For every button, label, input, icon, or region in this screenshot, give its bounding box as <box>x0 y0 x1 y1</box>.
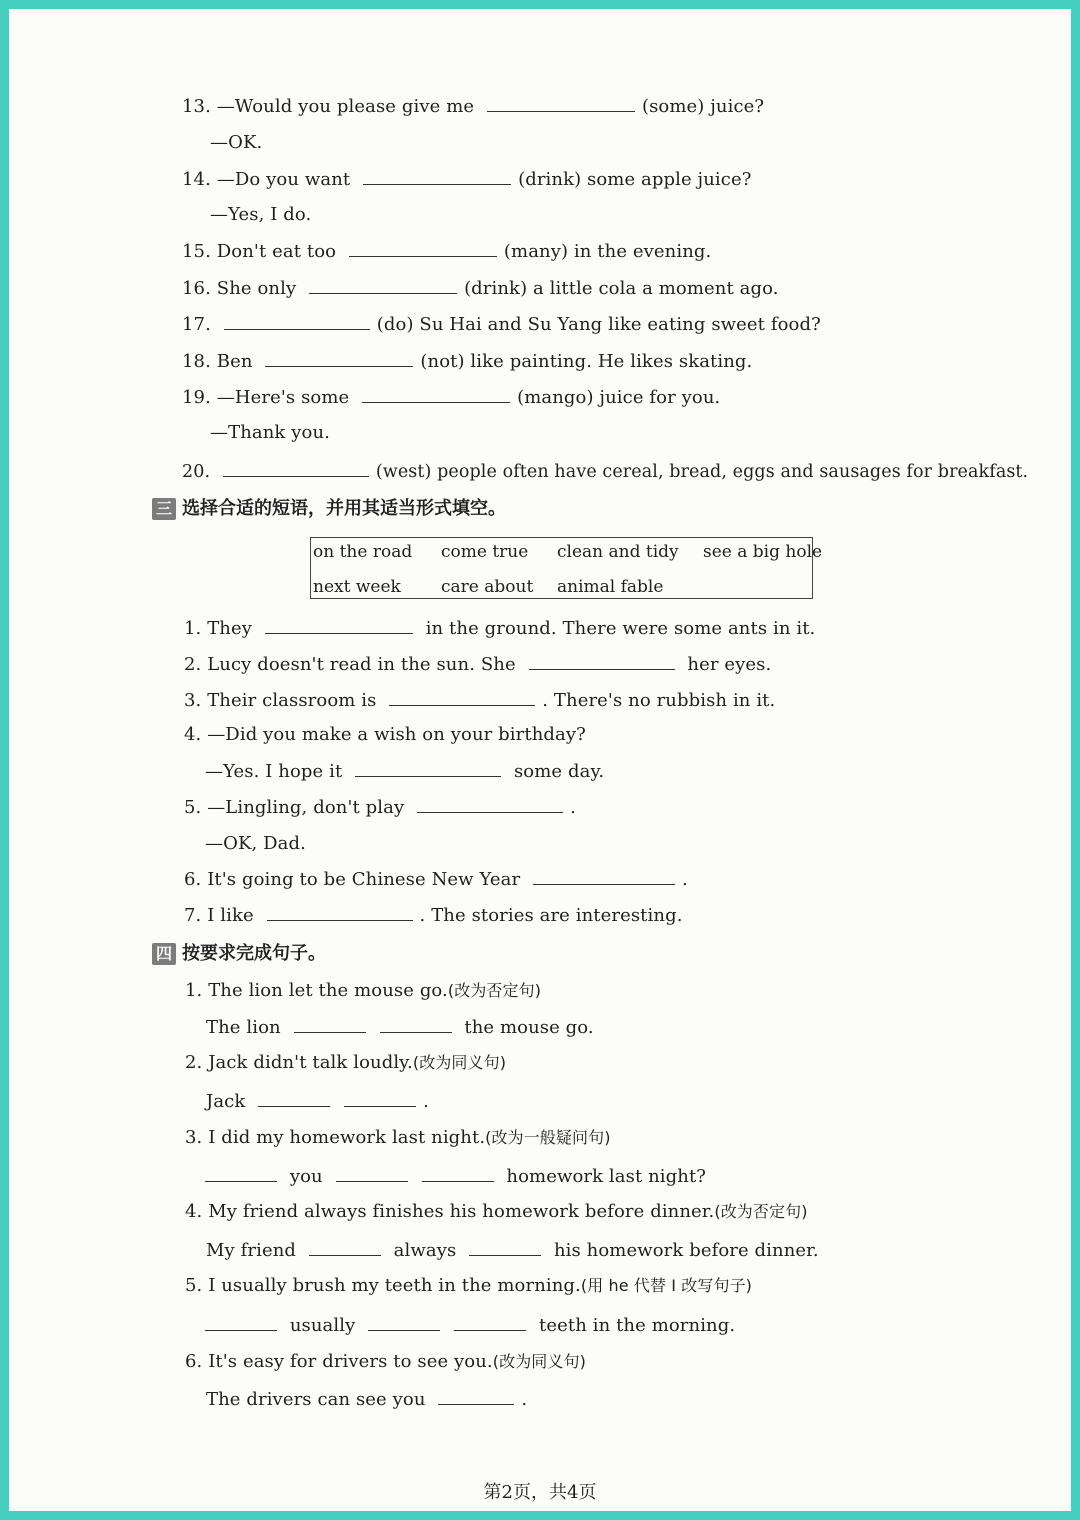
question-text: her eyes. <box>687 654 772 675</box>
p4-question-6-answer <box>206 1387 527 1412</box>
instruction-note: (改为同义句) <box>492 1352 586 1371</box>
answer-text: Jack <box>206 1091 246 1112</box>
answer-blank[interactable] <box>258 1089 330 1107</box>
question-number: 13. <box>182 96 211 117</box>
answer-text: his homework before dinner. <box>553 1240 819 1261</box>
section-4-heading <box>152 942 326 966</box>
section-title: 按要求完成句子。 <box>182 943 326 964</box>
question-number: 16. <box>182 278 211 299</box>
phrase-option: see a big hole <box>703 542 823 562</box>
answer-blank[interactable] <box>487 94 635 112</box>
question-text: Their classroom is <box>207 690 377 711</box>
question-number: 20. <box>182 462 211 482</box>
answer-text: the mouse go. <box>464 1017 594 1038</box>
phrase-option: come true <box>441 542 529 562</box>
question-hint: (drink) some apple juice? <box>518 169 752 190</box>
instruction-note: (改为一般疑问句) <box>485 1128 611 1147</box>
question-number: 2. <box>185 1052 203 1073</box>
question-number: 6. <box>185 1351 203 1372</box>
question-number: 4. <box>184 724 202 745</box>
question-hint: (many) in the evening. <box>503 241 712 262</box>
phrase-option: on the road <box>313 542 413 562</box>
instruction-note: (用 he 代替 I 改写句子) <box>580 1276 753 1295</box>
question-17 <box>182 312 821 337</box>
answer-blank[interactable] <box>294 1015 366 1033</box>
question-hint: (some) juice? <box>641 96 765 117</box>
answer-blank[interactable] <box>533 867 675 885</box>
p3-question-4 <box>184 723 586 747</box>
answer-blank[interactable] <box>389 688 535 706</box>
instruction-note: (改为否定句) <box>714 1202 808 1221</box>
answer-text: . <box>521 1389 528 1410</box>
answer-text: The drivers can see you <box>206 1389 426 1410</box>
question-text: . The stories are interesting. <box>419 905 683 926</box>
question-text: Ben <box>216 351 253 372</box>
answer-blank[interactable] <box>469 1238 541 1256</box>
question-text: She only <box>216 278 297 299</box>
question-text: . <box>682 869 688 890</box>
question-text: Don't eat too <box>216 241 337 262</box>
question-hint: (drink) a little cola a moment ago. <box>464 278 779 299</box>
p4-question-6 <box>185 1350 586 1374</box>
answer-blank[interactable] <box>529 652 675 670</box>
question-text: It's going to be Chinese New Year <box>207 869 521 890</box>
question-text: —Lingling, don't play <box>207 797 405 818</box>
question-text: Lucy doesn't read in the sun. She <box>207 654 516 675</box>
section-title: 选择合适的短语，并用其适当形式填空。 <box>182 498 506 519</box>
question-19-answer: —Thank you. <box>210 422 330 443</box>
question-text: —Here's some <box>216 387 350 408</box>
phrase-option: animal fable <box>557 577 664 597</box>
question-15 <box>182 239 711 264</box>
p3-question-5-answer: —OK, Dad. <box>205 833 306 854</box>
p3-question-4-answer <box>205 759 604 784</box>
question-14-answer: —Yes, I do. <box>210 204 312 225</box>
question-hint: (do) Su Hai and Su Yang like eating sweet food? <box>376 314 821 335</box>
instruction-note: (改为否定句) <box>447 981 542 1000</box>
answer-blank[interactable] <box>349 239 497 257</box>
phrase-bank <box>310 537 823 599</box>
p4-question-3 <box>185 1126 611 1150</box>
p3-question-2 <box>184 652 771 677</box>
question-number: 5. <box>184 797 202 818</box>
answer-blank[interactable] <box>336 1164 408 1182</box>
question-text: Jack didn't talk loudly. <box>208 1052 413 1073</box>
answer-blank[interactable] <box>205 1164 277 1182</box>
question-20 <box>182 459 1028 484</box>
question-number: 1. <box>184 618 202 639</box>
question-number: 3. <box>185 1127 203 1148</box>
answer-blank[interactable] <box>265 616 413 634</box>
answer-blank[interactable] <box>344 1089 416 1107</box>
p4-question-5-answer <box>198 1313 735 1338</box>
p4-question-4-answer <box>206 1238 819 1263</box>
phrase-option: care about <box>441 577 534 597</box>
answer-text: —Yes. I hope it <box>205 761 343 782</box>
question-text: I like <box>207 905 254 926</box>
answer-blank[interactable] <box>309 276 457 294</box>
question-number: 14. <box>182 169 211 190</box>
p4-question-4 <box>185 1200 808 1224</box>
question-text: . <box>570 797 576 818</box>
section-3-heading <box>152 497 506 521</box>
answer-blank[interactable] <box>309 1238 381 1256</box>
p4-question-3-answer <box>198 1164 706 1189</box>
p3-question-5 <box>184 795 576 820</box>
question-text: —Would you please give me <box>216 96 475 117</box>
question-number: 7. <box>184 905 202 926</box>
answer-blank[interactable] <box>265 349 413 367</box>
question-14 <box>182 167 751 192</box>
phrase-option: clean and tidy <box>557 542 679 562</box>
question-19 <box>182 385 720 410</box>
answer-text: always <box>393 1240 457 1261</box>
question-hint: (west) people often have cereal, bread, eggs and sausages for breakfast. <box>375 462 1029 482</box>
answer-text: teeth in the morning. <box>539 1315 736 1336</box>
answer-blank[interactable] <box>363 167 511 185</box>
question-text: The lion let the mouse go. <box>208 980 448 1001</box>
question-number: 18. <box>182 351 211 372</box>
section-number-badge: 四 <box>152 943 176 965</box>
question-hint: (mango) juice for you. <box>517 387 721 408</box>
question-text: I usually brush my teeth in the morning. <box>208 1275 581 1296</box>
answer-blank[interactable] <box>267 903 413 921</box>
question-number: 15. <box>182 241 211 262</box>
p3-question-7 <box>184 903 683 928</box>
answer-text: you <box>289 1166 323 1187</box>
question-number: 5. <box>185 1275 203 1296</box>
question-13 <box>182 94 764 119</box>
p4-question-2-answer <box>206 1089 429 1114</box>
p3-question-6 <box>184 867 688 892</box>
p3-question-3 <box>184 688 775 713</box>
answer-blank[interactable] <box>368 1313 440 1331</box>
question-number: 4. <box>185 1201 203 1222</box>
answer-text: . <box>423 1091 429 1112</box>
answer-blank[interactable] <box>223 459 369 477</box>
answer-text: some day. <box>513 761 605 782</box>
p4-question-1-answer <box>206 1015 594 1040</box>
answer-text: usually <box>289 1315 356 1336</box>
answer-text: The lion <box>206 1017 281 1038</box>
answer-blank[interactable] <box>362 385 510 403</box>
question-hint: (not) like painting. He likes skating. <box>420 351 753 372</box>
answer-blank[interactable] <box>205 1313 277 1331</box>
question-number: 2. <box>184 654 202 675</box>
p4-question-2 <box>185 1051 506 1075</box>
section-number-badge: 三 <box>152 498 176 520</box>
question-text: My friend always finishes his homework before dinner. <box>208 1201 715 1222</box>
question-text: They <box>207 618 253 639</box>
phrase-option: next week <box>313 577 401 597</box>
question-13-answer: —OK. <box>210 132 263 153</box>
question-18 <box>182 349 752 374</box>
answer-blank[interactable] <box>380 1015 452 1033</box>
question-text: in the ground. There were some ants in it. <box>425 618 816 639</box>
answer-blank[interactable] <box>417 795 563 813</box>
question-text: It's easy for drivers to see you. <box>208 1351 493 1372</box>
question-number: 6. <box>184 869 202 890</box>
question-number: 17. <box>182 314 211 335</box>
p3-question-1 <box>184 616 815 641</box>
question-number: 3. <box>184 690 202 711</box>
page-footer: 第2页，共4页 <box>483 1482 597 1503</box>
question-text: —Did you make a wish on your birthday? <box>207 724 586 745</box>
question-number: 19. <box>182 387 211 408</box>
answer-text: My friend <box>206 1240 297 1261</box>
p4-question-1 <box>185 979 541 1003</box>
answer-blank[interactable] <box>224 312 370 330</box>
p4-question-5 <box>185 1274 752 1298</box>
question-text: —Do you want <box>216 169 351 190</box>
answer-blank[interactable] <box>454 1313 526 1331</box>
answer-blank[interactable] <box>438 1387 514 1405</box>
answer-text: homework last night? <box>506 1166 707 1187</box>
question-16 <box>182 276 779 301</box>
instruction-note: (改为同义句) <box>412 1053 507 1072</box>
question-text: . There's no rubbish in it. <box>542 690 776 711</box>
answer-blank[interactable] <box>422 1164 494 1182</box>
question-number: 1. <box>185 980 203 1001</box>
question-text: I did my homework last night. <box>208 1127 486 1148</box>
answer-blank[interactable] <box>355 759 501 777</box>
